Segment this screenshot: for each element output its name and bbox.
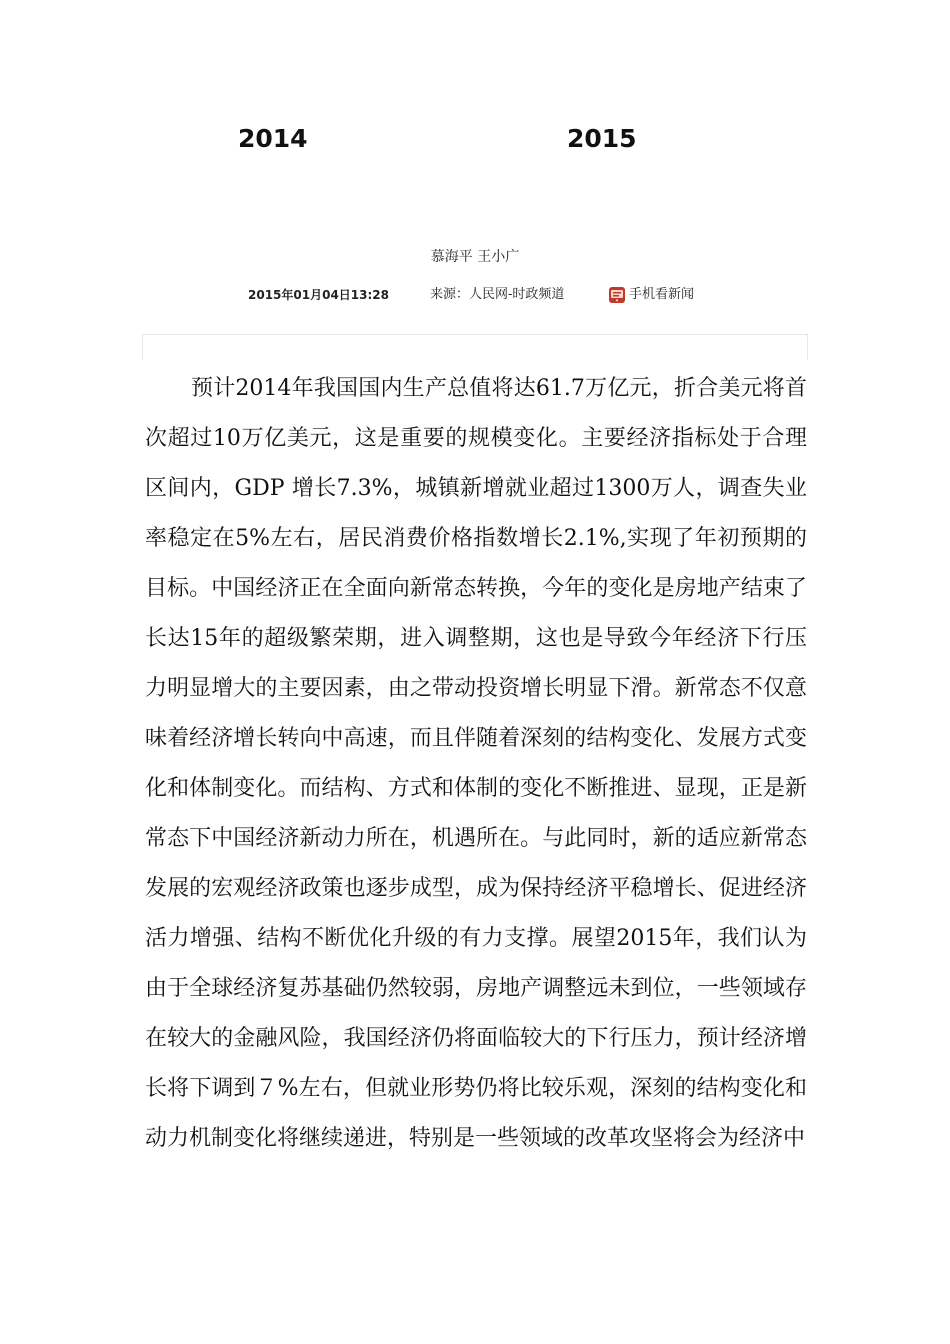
publish-datetime: 2015年01月04日13:28 xyxy=(248,288,389,302)
article-body xyxy=(145,364,807,1164)
byline-authors: 慕海平 王小广 xyxy=(430,249,520,265)
phone-news-icon xyxy=(608,286,626,304)
article-paragraph: 预计2014年我国国内生产总值将达61.7万亿元，折合美元将首次超过10万亿美元，这是重要的规模变化。主要经济指标处于合理区间内，GDP 增长7.3%，城镇新增就业超过1300万人，调查失业率稳定在5%左右，居民消费价格指数增长2.1%,实现了年初预期的目标。中国经济正在全面向新常态转换，今年的变化是房地产结束了长达15年的超级繁荣期，进入调整期，这也是导致今年经济下行压力明显增大的主要因素，由之带动投资增长明显下滑。新常态不仅意味着经济增长转向中高速，而且伴随着深刻的结构变化、发展方式变化和体制变化。而结构、方式和体制的变化不断推进、显现，正是新常态下中国经济新动力所在，机遇所在。与此同时，新的适应新常态发展的宏观经济政策也逐步成型，成为保持经济平稳增长、促进经济活力增强、结构不断优化升级的有力支撑。展望2015年，我们认为由于全球经济复苏基础仍然较弱，房地产调整远未到位，一些领域存在较大的金融风险，我国经济仍将面临较大的下行压力，预计经济增长将下调到７%左右，但就业形势仍将比较乐观，深刻的结构变化和动力机制变化将继续递进，特别是一些领域的改革攻坚将会为经济中 xyxy=(145,376,807,1151)
content-separator xyxy=(142,334,808,360)
mobile-news-label: 手机看新闻 xyxy=(629,287,695,302)
mobile-news-link[interactable] xyxy=(608,284,694,306)
headline-year-left: 2014 xyxy=(238,124,308,153)
meta-line xyxy=(0,284,950,306)
headline-year-right: 2015 xyxy=(567,124,637,153)
source-link[interactable]: 来源：人民网-时政频道 xyxy=(430,287,565,302)
